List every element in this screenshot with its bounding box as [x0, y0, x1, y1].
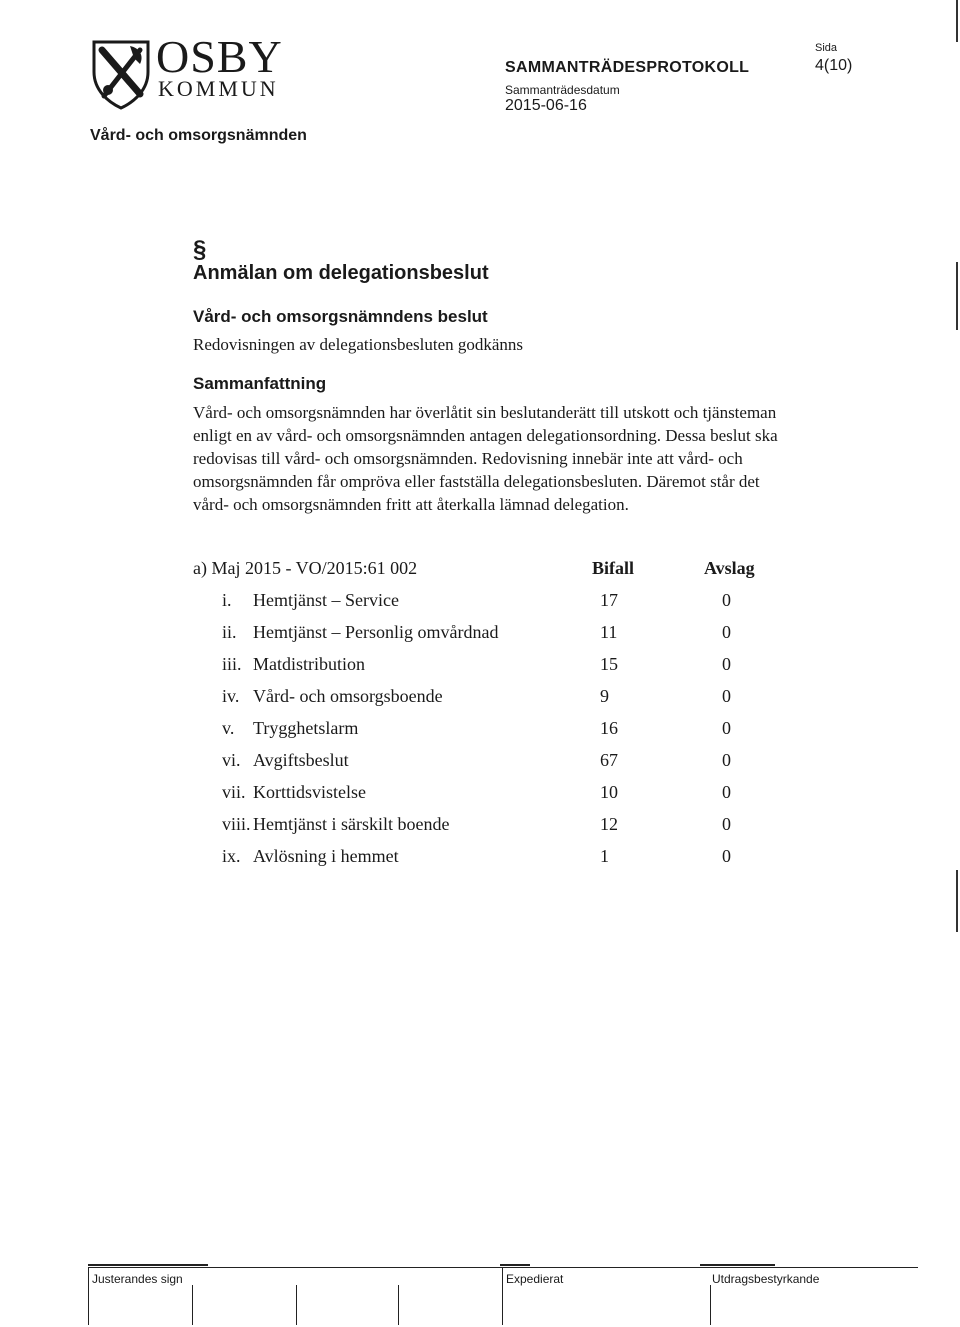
row-name: Korttidsvistelse — [253, 782, 366, 802]
row-bifall-count: 11 — [600, 622, 618, 642]
summary-heading: Sammanfattning — [193, 374, 327, 393]
logo-name: OSBY — [156, 31, 283, 82]
summary-text: Vård- och omsorgsnämnden har överlåtit sin beslutanderätt till utskott och tjänsteman enligt en av vård- och omsorgsnämnden antagen delegationsordning. Dessa beslut ska redovisas till vård- och omsorgsnämnden. Redovisning innebär inte att vård- och omsorgsnämnden får ompröva eller fastställa delegationsbesluten. Däremot står det vård- och omsorgsnämnden fritt att återkalla lämnad delegation. — [193, 403, 778, 514]
scan-edge-mark — [956, 0, 958, 42]
table-row — [0, 686, 960, 714]
utdragsbestyrkande-label: Utdragsbestyrkande — [712, 1272, 820, 1286]
decision-text: Redovisningen av delegationsbesluten godkänns — [193, 335, 524, 354]
row-name: Hemtjänst i särskilt boende — [253, 814, 450, 834]
expedierat-label: Expedierat — [506, 1272, 564, 1286]
row-avslag-count: 0 — [722, 718, 731, 738]
committee-name: Vård- och omsorgsnämnden — [90, 127, 307, 144]
signature-box-divider — [88, 1267, 89, 1325]
row-avslag-count: 0 — [722, 686, 731, 706]
row-number: vii. — [222, 782, 246, 802]
table-row — [0, 750, 960, 778]
signature-box-divider — [192, 1285, 193, 1325]
footer-rule — [88, 1267, 918, 1268]
row-number: ii. — [222, 622, 237, 642]
row-avslag-count: 0 — [722, 814, 731, 834]
row-bifall-count: 16 — [600, 718, 618, 738]
row-number: iv. — [222, 686, 240, 706]
table-row — [0, 782, 960, 810]
row-number: i. — [222, 590, 232, 610]
page-number: 4(10) — [815, 57, 853, 74]
row-avslag-count: 0 — [722, 782, 731, 802]
row-number: vi. — [222, 750, 241, 770]
signature-box-divider — [398, 1285, 399, 1325]
logo-subtitle: KOMMUN — [158, 76, 279, 101]
signature-box-divider — [710, 1285, 711, 1325]
row-bifall-count: 17 — [600, 590, 618, 610]
table-row — [0, 622, 960, 650]
row-number: iii. — [222, 654, 242, 674]
column-header-bifall: Bifall — [592, 558, 635, 578]
footer-rule-mark — [88, 1264, 208, 1266]
scan-edge-mark — [956, 262, 958, 330]
row-name: Hemtjänst – Personlig omvårdnad — [253, 622, 499, 642]
signature-box-divider — [502, 1267, 503, 1325]
row-avslag-count: 0 — [722, 846, 731, 866]
row-name: Matdistribution — [253, 654, 365, 674]
row-bifall-count: 67 — [600, 750, 618, 770]
row-avslag-count: 0 — [722, 590, 731, 610]
table-row — [0, 718, 960, 746]
period-label: a) Maj 2015 - VO/2015:61 002 — [193, 558, 418, 578]
row-name: Hemtjänst – Service — [253, 590, 399, 610]
section-symbol: § — [193, 236, 207, 263]
osby-coat-of-arms-icon — [90, 38, 152, 110]
table-row — [0, 814, 960, 842]
row-name: Trygghetslarm — [253, 718, 359, 738]
row-avslag-count: 0 — [722, 750, 731, 770]
date-label: Sammanträdesdatum — [505, 83, 620, 97]
scan-edge-mark — [956, 870, 958, 932]
signature-box-divider — [296, 1285, 297, 1325]
footer-rule-mark — [700, 1264, 775, 1266]
row-bifall-count: 12 — [600, 814, 618, 834]
row-avslag-count: 0 — [722, 654, 731, 674]
row-bifall-count: 9 — [600, 686, 609, 706]
row-bifall-count: 15 — [600, 654, 618, 674]
page-label: Sida — [815, 42, 838, 54]
row-bifall-count: 1 — [600, 846, 609, 866]
table-row — [0, 590, 960, 618]
decision-heading: Vård- och omsorgsnämndens beslut — [193, 307, 488, 326]
column-header-avslag: Avslag — [704, 558, 755, 578]
table-row — [0, 846, 960, 874]
row-number: ix. — [222, 846, 241, 866]
page-title: Anmälan om delegationsbeslut — [193, 262, 489, 284]
row-avslag-count: 0 — [722, 622, 731, 642]
row-number: v. — [222, 718, 235, 738]
row-number: viii. — [222, 814, 251, 834]
document-type: SAMMANTRÄDESPROTOKOLL — [505, 59, 750, 76]
date-value: 2015-06-16 — [505, 97, 587, 114]
row-name: Vård- och omsorgsboende — [253, 686, 443, 706]
footer-rule-mark — [500, 1264, 530, 1266]
row-bifall-count: 10 — [600, 782, 618, 802]
row-name: Avlösning i hemmet — [253, 846, 399, 866]
row-name: Avgiftsbeslut — [253, 750, 349, 770]
table-row — [0, 654, 960, 682]
justerandes-sign-label: Justerandes sign — [92, 1272, 183, 1286]
